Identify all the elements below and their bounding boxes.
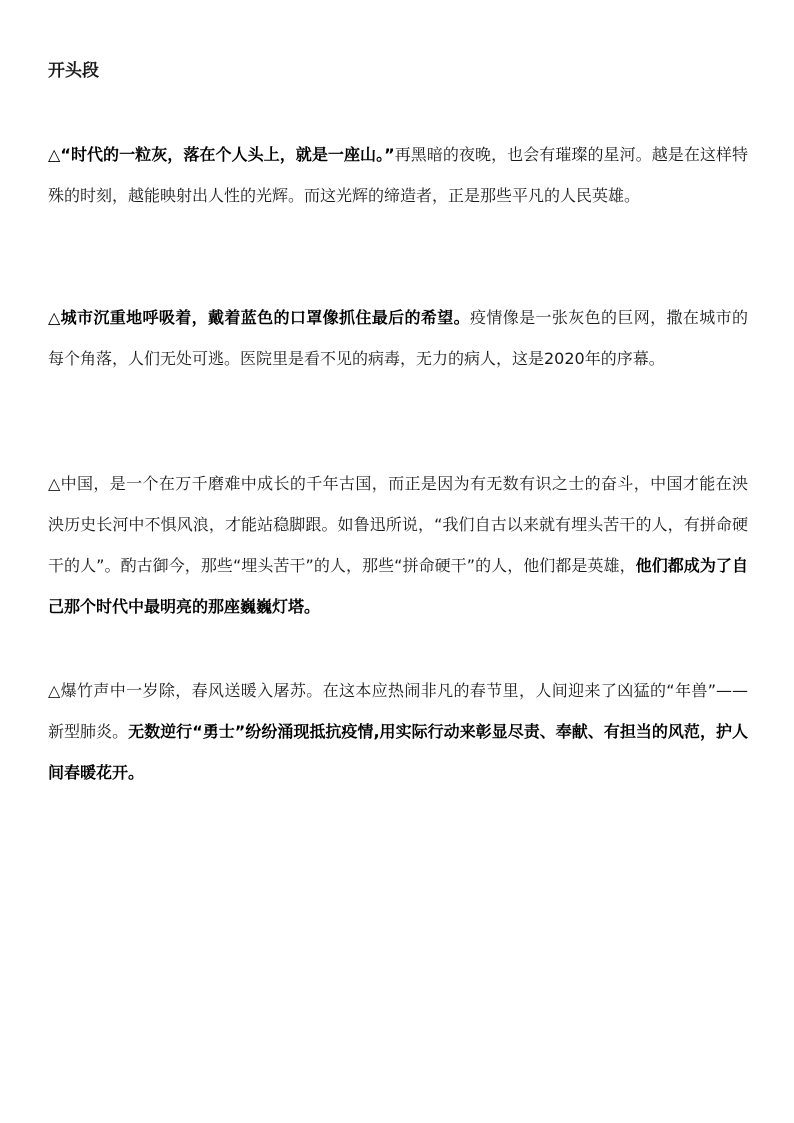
- paragraph-3-text: △中国，是一个在万千磨难中成长的千年古国，而正是因为有无数有识之士的奋斗，中国才能在泱泱历史长河中不惧风浪，才能站稳脚跟。如鲁迅所说，“我们自古以来就有埋头苦干的人，有拼命硬干的人”。酌古御今，那些“埋头苦干”的人，那些“拼命硬干”的人，他们都是英雄，: [48, 474, 748, 575]
- section-heading: 开头段: [48, 61, 99, 81]
- paragraph-4-bold-tail: 无数逆行“勇士”纷纷涌现抵抗疫情,用实际行动来彰显尽责、奉献、有担当的风范，护人间春暖花开。: [48, 722, 748, 782]
- paragraph-4-text: △爆竹声中一岁除，春风送暖入屠苏。在这本应热闹非凡的春节里，人间迎来了凶猛的“年兽”——新型肺炎。: [48, 681, 748, 741]
- paragraph-4: [48, 670, 748, 793]
- paragraph-2-text: 疫情像是一张灰色的巨网，撒在城市的每个角落，人们无处可逃。医院里是看不见的病毒，无力的病人，这是2020年的序幕。: [48, 308, 748, 368]
- paragraph-1: [48, 134, 748, 216]
- paragraph-3: [48, 463, 748, 627]
- paragraph-1-bold-lead: △“时代的一粒灰，落在个人头上，就是一座山。”: [48, 145, 395, 164]
- paragraph-1-text: 再黑暗的夜晚，也会有璀璨的星河。越是在这样特殊的时刻，越能映射出人性的光辉。而这光辉的缔造者，正是那些平凡的人民英雄。: [48, 145, 748, 205]
- paragraph-2: [48, 297, 748, 379]
- paragraph-3-bold-tail: 他们都成为了自己那个时代中最明亮的那座巍巍灯塔。: [48, 556, 748, 616]
- paragraph-2-bold-lead: △城市沉重地呼吸着，戴着蓝色的口罩像抓住最后的希望。: [48, 308, 471, 327]
